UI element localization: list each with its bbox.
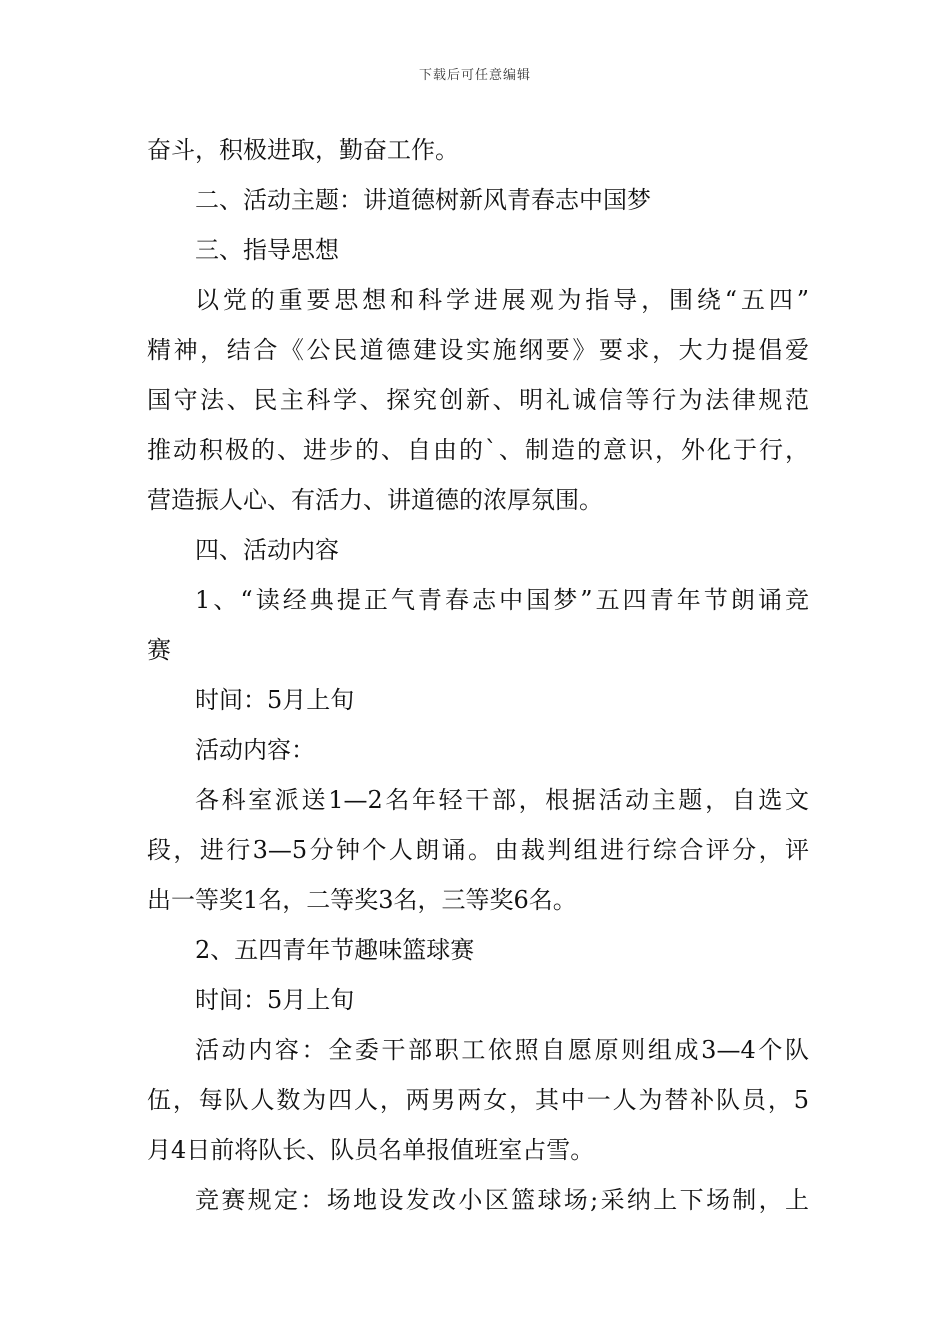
- text-line: 活动内容：全委干部职工依照自愿原则组成3—4个队: [195, 1036, 809, 1064]
- text-line: 各科室派送1—2名年轻干部，根据活动主题，自选文: [195, 786, 809, 814]
- text-line: 以党的重要思想和科学进展观为指导，围绕“五四”: [195, 286, 809, 314]
- text-line: 四、活动内容: [195, 536, 339, 564]
- text-line: 三、指导思想: [195, 236, 339, 264]
- text-line: 2、五四青年节趣味篮球赛: [195, 936, 475, 964]
- text-line: 精神，结合《公民道德建设实施纲要》要求，大力提倡爱: [147, 336, 809, 364]
- text-line: 活动内容：: [195, 736, 315, 764]
- page-header: 下载后可任意编辑: [418, 68, 531, 83]
- text-line: 时间：5月上旬: [195, 986, 355, 1014]
- text-line: 伍，每队人数为四人，两男两女，其中一人为替补队员，5: [147, 1086, 809, 1114]
- text-line: 1、“读经典提正气青春志中国梦”五四青年节朗诵竞: [195, 586, 809, 614]
- text-line: 出一等奖1名，二等奖3名，三等奖6名。: [147, 886, 577, 914]
- text-line: 国守法、民主科学、探究创新、明礼诚信等行为法律规范: [147, 386, 809, 414]
- document-body: [147, 125, 809, 1225]
- text-line: 营造振人心、有活力、讲道德的浓厚氛围。: [147, 486, 603, 514]
- text-line: 奋斗，积极进取，勤奋工作。: [147, 136, 459, 164]
- text-line: 段，进行3—5分钟个人朗诵。由裁判组进行综合评分，评: [147, 836, 809, 864]
- text-line: 推动积极的、进步的、自由的`、制造的意识，外化于行，: [147, 436, 809, 464]
- text-line: 月4日前将队长、队员名单报值班室占雪。: [147, 1136, 595, 1164]
- text-line: 二、活动主题：讲道德树新风青春志中国梦: [195, 186, 651, 214]
- text-line: 时间：5月上旬: [195, 686, 355, 714]
- text-line: 竞赛规定：场地设发改小区篮球场;采纳上下场制，上: [195, 1186, 809, 1214]
- text-line: 赛: [147, 636, 171, 664]
